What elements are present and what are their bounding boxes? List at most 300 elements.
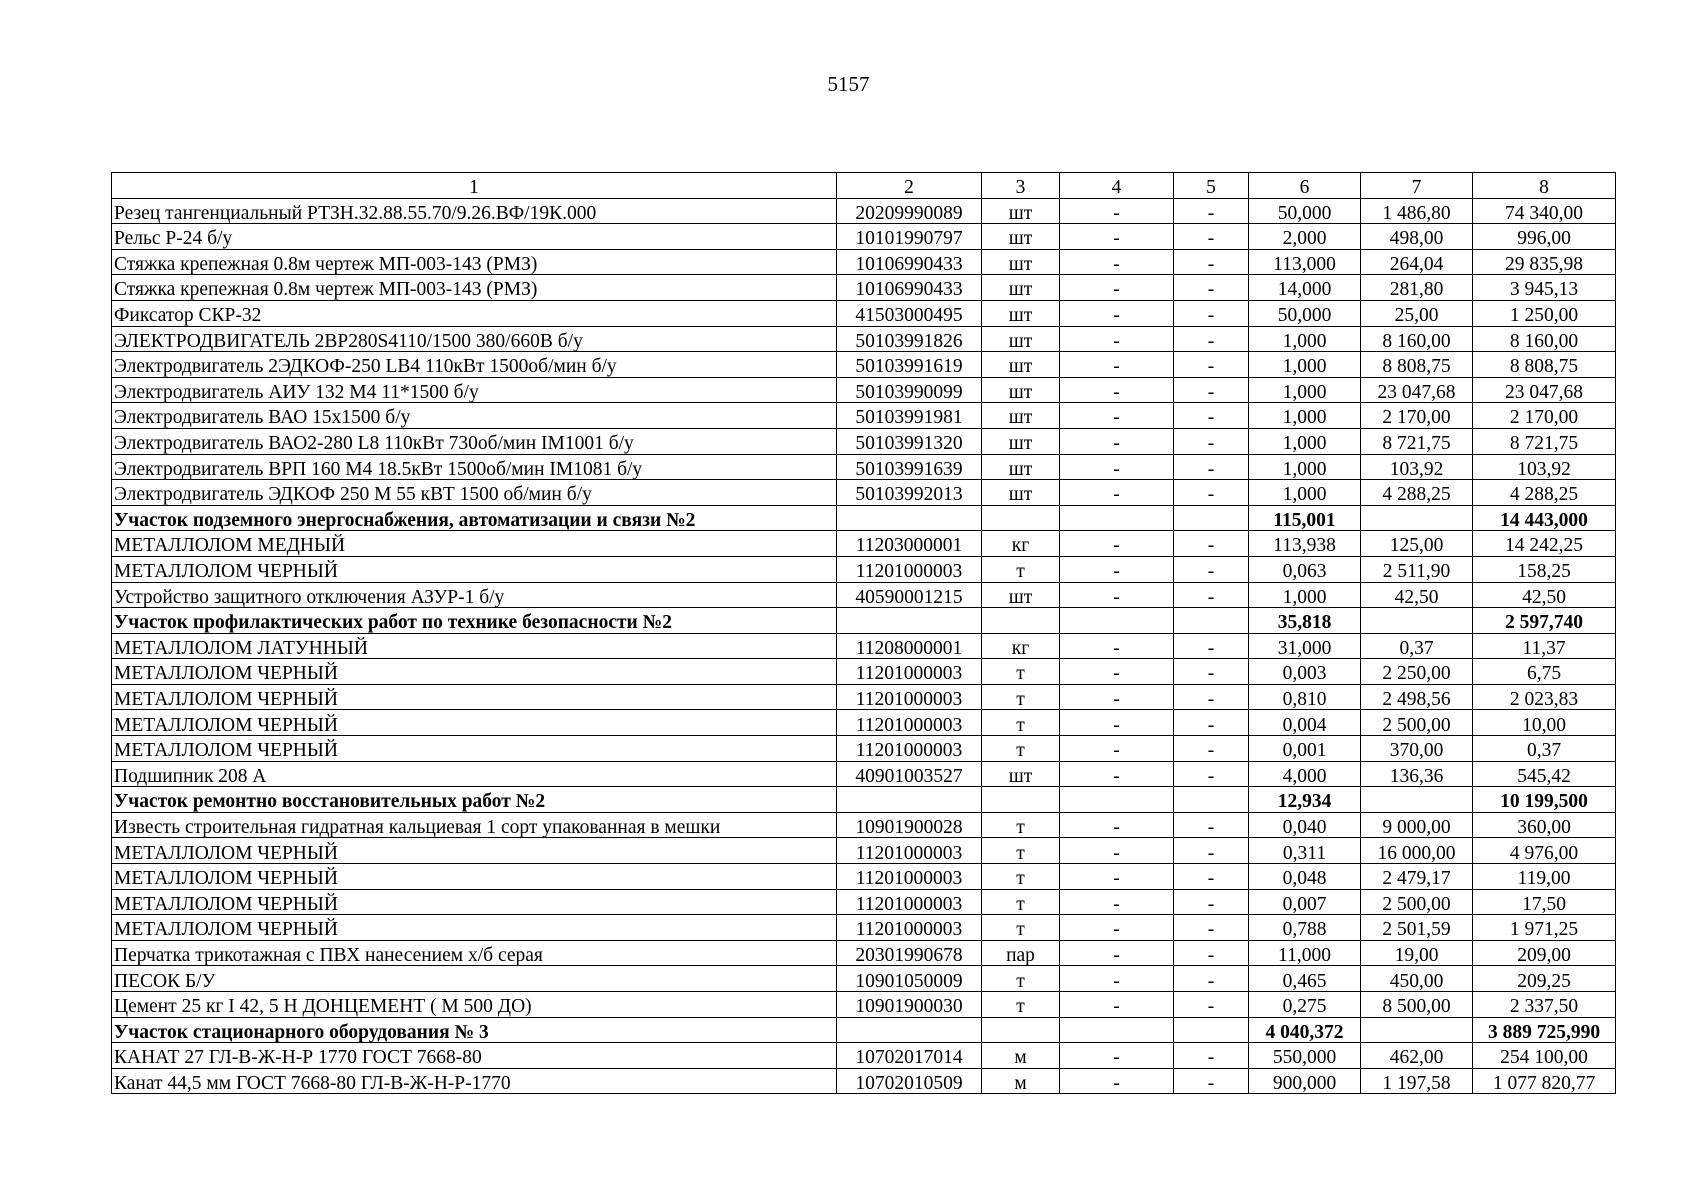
sum-cell: 4 976,00 <box>1473 838 1616 864</box>
price-cell: 1 486,80 <box>1361 198 1473 224</box>
name-cell: Стяжка крепежная 0.8м чертеж МП-003-143 (РМЗ) <box>112 275 837 301</box>
code-cell <box>837 608 982 634</box>
table-row <box>112 352 1616 378</box>
code-cell: 41503000495 <box>837 300 982 326</box>
column-header: 3 <box>982 173 1060 199</box>
name-cell: ЭЛЕКТРОДВИГАТЕЛЬ 2ВР280S4110/1500 380/660В б/у <box>112 326 837 352</box>
sum-cell: 8 808,75 <box>1473 352 1616 378</box>
table-row <box>112 531 1616 557</box>
quantity-cell: 550,000 <box>1249 1043 1361 1069</box>
col4-cell: - <box>1060 1068 1174 1094</box>
quantity-cell: 1,000 <box>1249 454 1361 480</box>
col4-cell: - <box>1060 326 1174 352</box>
name-cell: Электродвигатель АИУ 132 М4 11*1500 б/у <box>112 377 837 403</box>
sum-cell: 14 242,25 <box>1473 531 1616 557</box>
sum-cell: 545,42 <box>1473 761 1616 787</box>
col5-cell: - <box>1174 864 1249 890</box>
code-cell: 40901003527 <box>837 761 982 787</box>
unit-cell: шт <box>982 326 1060 352</box>
code-cell <box>837 787 982 813</box>
name-cell: Устройство защитного отключения АЗУР-1 б/у <box>112 582 837 608</box>
unit-cell: т <box>982 864 1060 890</box>
col5-cell: - <box>1174 812 1249 838</box>
table-row <box>112 940 1616 966</box>
code-cell: 50103991320 <box>837 428 982 454</box>
col5-cell: - <box>1174 531 1249 557</box>
table-row <box>112 761 1616 787</box>
quantity-cell: 1,000 <box>1249 582 1361 608</box>
price-cell: 4 288,25 <box>1361 480 1473 506</box>
col5-cell: - <box>1174 352 1249 378</box>
section-row <box>112 505 1616 531</box>
unit-cell: т <box>982 736 1060 762</box>
col4-cell: - <box>1060 736 1174 762</box>
price-cell: 450,00 <box>1361 966 1473 992</box>
data-table <box>111 172 1616 1094</box>
sum-cell: 1 971,25 <box>1473 915 1616 941</box>
code-cell: 10702017014 <box>837 1043 982 1069</box>
col5-cell: - <box>1174 454 1249 480</box>
price-cell: 125,00 <box>1361 531 1473 557</box>
col4-cell: - <box>1060 556 1174 582</box>
quantity-cell: 50,000 <box>1249 198 1361 224</box>
table-row <box>112 838 1616 864</box>
price-cell: 2 501,59 <box>1361 915 1473 941</box>
unit-cell: м <box>982 1043 1060 1069</box>
price-cell: 2 498,56 <box>1361 684 1473 710</box>
sum-cell: 103,92 <box>1473 454 1616 480</box>
sum-cell: 2 597,740 <box>1473 608 1616 634</box>
section-row <box>112 608 1616 634</box>
col5-cell: - <box>1174 710 1249 736</box>
table-row <box>112 966 1616 992</box>
name-cell: МЕТАЛЛОЛОМ МЕДНЫЙ <box>112 531 837 557</box>
price-cell: 9 000,00 <box>1361 812 1473 838</box>
price-cell: 0,37 <box>1361 633 1473 659</box>
code-cell: 10106990433 <box>837 275 982 301</box>
column-header: 6 <box>1249 173 1361 199</box>
quantity-cell: 1,000 <box>1249 352 1361 378</box>
code-cell: 11203000001 <box>837 531 982 557</box>
unit-cell <box>982 787 1060 813</box>
col4-cell: - <box>1060 838 1174 864</box>
quantity-cell: 0,001 <box>1249 736 1361 762</box>
code-cell: 11201000003 <box>837 889 982 915</box>
col4-cell: - <box>1060 198 1174 224</box>
quantity-cell: 0,275 <box>1249 992 1361 1018</box>
code-cell: 10101990797 <box>837 224 982 250</box>
price-cell: 2 250,00 <box>1361 659 1473 685</box>
name-cell: Подшипник 208 А <box>112 761 837 787</box>
price-cell: 136,36 <box>1361 761 1473 787</box>
unit-cell: т <box>982 966 1060 992</box>
quantity-cell: 1,000 <box>1249 377 1361 403</box>
code-cell: 11201000003 <box>837 736 982 762</box>
quantity-cell: 0,465 <box>1249 966 1361 992</box>
code-cell: 11208000001 <box>837 633 982 659</box>
name-cell: Известь строительная гидратная кальциевая 1 сорт упакованная в мешки <box>112 812 837 838</box>
col4-cell: - <box>1060 940 1174 966</box>
price-cell <box>1361 505 1473 531</box>
quantity-cell: 50,000 <box>1249 300 1361 326</box>
col5-cell: - <box>1174 480 1249 506</box>
unit-cell: т <box>982 915 1060 941</box>
table-row <box>112 249 1616 275</box>
unit-cell: т <box>982 838 1060 864</box>
col5-cell: - <box>1174 249 1249 275</box>
code-cell: 10901900028 <box>837 812 982 838</box>
quantity-cell: 4 040,372 <box>1249 1017 1361 1043</box>
table-row <box>112 864 1616 890</box>
col5-cell <box>1174 1017 1249 1043</box>
col5-cell: - <box>1174 556 1249 582</box>
col4-cell: - <box>1060 966 1174 992</box>
sum-cell: 8 160,00 <box>1473 326 1616 352</box>
unit-cell: шт <box>982 352 1060 378</box>
name-cell: МЕТАЛЛОЛОМ ЧЕРНЫЙ <box>112 736 837 762</box>
name-cell: Электродвигатель ВАО2-280 L8 110кВт 730об/мин IM1001 б/у <box>112 428 837 454</box>
sum-cell: 0,37 <box>1473 736 1616 762</box>
sum-cell: 11,37 <box>1473 633 1616 659</box>
sum-cell: 74 340,00 <box>1473 198 1616 224</box>
sum-cell: 29 835,98 <box>1473 249 1616 275</box>
quantity-cell: 115,001 <box>1249 505 1361 531</box>
table-row <box>112 710 1616 736</box>
unit-cell: т <box>982 684 1060 710</box>
code-cell <box>837 505 982 531</box>
col4-cell: - <box>1060 915 1174 941</box>
col5-cell: - <box>1174 992 1249 1018</box>
code-cell: 50103991619 <box>837 352 982 378</box>
price-cell: 2 170,00 <box>1361 403 1473 429</box>
name-cell: Участок подземного энергоснабжения, автоматизации и связи №2 <box>112 505 837 531</box>
quantity-cell: 1,000 <box>1249 403 1361 429</box>
section-row <box>112 1017 1616 1043</box>
sum-cell: 209,00 <box>1473 940 1616 966</box>
unit-cell: кг <box>982 531 1060 557</box>
code-cell: 11201000003 <box>837 838 982 864</box>
quantity-cell: 31,000 <box>1249 633 1361 659</box>
sum-cell: 2 023,83 <box>1473 684 1616 710</box>
col5-cell: - <box>1174 428 1249 454</box>
quantity-cell: 2,000 <box>1249 224 1361 250</box>
unit-cell <box>982 1017 1060 1043</box>
code-cell: 11201000003 <box>837 915 982 941</box>
col4-cell: - <box>1060 249 1174 275</box>
price-cell: 103,92 <box>1361 454 1473 480</box>
price-cell: 25,00 <box>1361 300 1473 326</box>
quantity-cell: 14,000 <box>1249 275 1361 301</box>
col5-cell: - <box>1174 275 1249 301</box>
col4-cell: - <box>1060 531 1174 557</box>
col5-cell: - <box>1174 684 1249 710</box>
unit-cell: т <box>982 812 1060 838</box>
unit-cell: шт <box>982 224 1060 250</box>
sum-cell: 1 077 820,77 <box>1473 1068 1616 1094</box>
unit-cell: шт <box>982 403 1060 429</box>
unit-cell: шт <box>982 454 1060 480</box>
name-cell: Рельс Р-24 б/у <box>112 224 837 250</box>
col5-cell: - <box>1174 736 1249 762</box>
quantity-cell: 0,063 <box>1249 556 1361 582</box>
sum-cell: 254 100,00 <box>1473 1043 1616 1069</box>
sum-cell: 8 721,75 <box>1473 428 1616 454</box>
code-cell: 11201000003 <box>837 659 982 685</box>
name-cell: Стяжка крепежная 0.8м чертеж МП-003-143 (РМЗ) <box>112 249 837 275</box>
table-row <box>112 1068 1616 1094</box>
price-cell: 16 000,00 <box>1361 838 1473 864</box>
col4-cell <box>1060 608 1174 634</box>
code-cell: 11201000003 <box>837 684 982 710</box>
sum-cell: 158,25 <box>1473 556 1616 582</box>
sum-cell: 2 170,00 <box>1473 403 1616 429</box>
name-cell: Участок стационарного оборудования № 3 <box>112 1017 837 1043</box>
unit-cell: шт <box>982 275 1060 301</box>
col4-cell: - <box>1060 454 1174 480</box>
col5-cell: - <box>1174 582 1249 608</box>
code-cell: 10106990433 <box>837 249 982 275</box>
quantity-cell: 12,934 <box>1249 787 1361 813</box>
col4-cell <box>1060 1017 1174 1043</box>
table-row <box>112 659 1616 685</box>
name-cell: Участок профилактических работ по технике безопасности №2 <box>112 608 837 634</box>
table-row <box>112 377 1616 403</box>
price-cell: 8 500,00 <box>1361 992 1473 1018</box>
table-row <box>112 403 1616 429</box>
col4-cell: - <box>1060 710 1174 736</box>
col5-cell <box>1174 787 1249 813</box>
col5-cell: - <box>1174 198 1249 224</box>
quantity-cell: 0,788 <box>1249 915 1361 941</box>
quantity-cell: 1,000 <box>1249 480 1361 506</box>
unit-cell: кг <box>982 633 1060 659</box>
table-row <box>112 480 1616 506</box>
code-cell: 20209990089 <box>837 198 982 224</box>
name-cell: МЕТАЛЛОЛОМ ЧЕРНЫЙ <box>112 889 837 915</box>
name-cell: МЕТАЛЛОЛОМ ЧЕРНЫЙ <box>112 915 837 941</box>
col5-cell: - <box>1174 1068 1249 1094</box>
code-cell: 50103991826 <box>837 326 982 352</box>
col5-cell: - <box>1174 940 1249 966</box>
price-cell: 42,50 <box>1361 582 1473 608</box>
col4-cell: - <box>1060 684 1174 710</box>
code-cell: 10702010509 <box>837 1068 982 1094</box>
sum-cell: 209,25 <box>1473 966 1616 992</box>
sum-cell: 10,00 <box>1473 710 1616 736</box>
unit-cell: шт <box>982 198 1060 224</box>
price-cell: 23 047,68 <box>1361 377 1473 403</box>
name-cell: Канат 44,5 мм ГОСТ 7668-80 ГЛ-В-Ж-Н-Р-1770 <box>112 1068 837 1094</box>
col5-cell: - <box>1174 326 1249 352</box>
table-row <box>112 992 1616 1018</box>
price-cell <box>1361 787 1473 813</box>
name-cell: МЕТАЛЛОЛОМ ЧЕРНЫЙ <box>112 710 837 736</box>
unit-cell: шт <box>982 300 1060 326</box>
unit-cell: пар <box>982 940 1060 966</box>
col5-cell: - <box>1174 915 1249 941</box>
unit-cell: т <box>982 659 1060 685</box>
quantity-cell: 0,048 <box>1249 864 1361 890</box>
name-cell: МЕТАЛЛОЛОМ ЧЕРНЫЙ <box>112 659 837 685</box>
col4-cell: - <box>1060 224 1174 250</box>
name-cell: МЕТАЛЛОЛОМ ЧЕРНЫЙ <box>112 556 837 582</box>
col5-cell <box>1174 608 1249 634</box>
unit-cell: т <box>982 710 1060 736</box>
col5-cell: - <box>1174 224 1249 250</box>
col4-cell: - <box>1060 761 1174 787</box>
table-row <box>112 684 1616 710</box>
code-cell: 50103991639 <box>837 454 982 480</box>
table-row <box>112 326 1616 352</box>
col5-cell: - <box>1174 300 1249 326</box>
section-row <box>112 787 1616 813</box>
table-row <box>112 454 1616 480</box>
col4-cell: - <box>1060 633 1174 659</box>
sum-cell: 1 250,00 <box>1473 300 1616 326</box>
unit-cell: шт <box>982 377 1060 403</box>
price-cell: 498,00 <box>1361 224 1473 250</box>
name-cell: МЕТАЛЛОЛОМ ЛАТУННЫЙ <box>112 633 837 659</box>
col5-cell: - <box>1174 761 1249 787</box>
price-cell: 8 721,75 <box>1361 428 1473 454</box>
price-cell: 2 511,90 <box>1361 556 1473 582</box>
code-cell: 11201000003 <box>837 556 982 582</box>
quantity-cell: 0,004 <box>1249 710 1361 736</box>
quantity-cell: 0,007 <box>1249 889 1361 915</box>
price-cell: 8 808,75 <box>1361 352 1473 378</box>
quantity-cell: 0,311 <box>1249 838 1361 864</box>
col4-cell <box>1060 505 1174 531</box>
page-number: 5157 <box>827 72 870 96</box>
col4-cell: - <box>1060 992 1174 1018</box>
sum-cell: 3 889 725,990 <box>1473 1017 1616 1043</box>
sum-cell: 3 945,13 <box>1473 275 1616 301</box>
col4-cell: - <box>1060 377 1174 403</box>
sum-cell: 360,00 <box>1473 812 1616 838</box>
name-cell: Фиксатор СКР-32 <box>112 300 837 326</box>
quantity-cell: 113,000 <box>1249 249 1361 275</box>
name-cell: ПЕСОК Б/У <box>112 966 837 992</box>
column-header: 8 <box>1473 173 1616 199</box>
table-row <box>112 582 1616 608</box>
quantity-cell: 35,818 <box>1249 608 1361 634</box>
price-cell: 281,80 <box>1361 275 1473 301</box>
quantity-cell: 11,000 <box>1249 940 1361 966</box>
column-header: 2 <box>837 173 982 199</box>
table-row <box>112 915 1616 941</box>
col4-cell: - <box>1060 1043 1174 1069</box>
sum-cell: 23 047,68 <box>1473 377 1616 403</box>
price-cell <box>1361 608 1473 634</box>
col5-cell: - <box>1174 1043 1249 1069</box>
code-cell: 40590001215 <box>837 582 982 608</box>
col4-cell: - <box>1060 480 1174 506</box>
column-header: 1 <box>112 173 837 199</box>
col4-cell: - <box>1060 300 1174 326</box>
code-cell: 50103990099 <box>837 377 982 403</box>
col4-cell: - <box>1060 428 1174 454</box>
col4-cell: - <box>1060 659 1174 685</box>
table-row <box>112 428 1616 454</box>
unit-cell <box>982 608 1060 634</box>
col5-cell: - <box>1174 633 1249 659</box>
col5-cell: - <box>1174 838 1249 864</box>
table-header-row <box>112 173 1616 199</box>
unit-cell: шт <box>982 761 1060 787</box>
column-header: 4 <box>1060 173 1174 199</box>
code-cell: 10901900030 <box>837 992 982 1018</box>
name-cell: Цемент 25 кг I 42, 5 Н ДОНЦЕМЕНТ ( М 500 ДО) <box>112 992 837 1018</box>
name-cell: Электродвигатель ВАО 15х1500 б/у <box>112 403 837 429</box>
table-row <box>112 633 1616 659</box>
unit-cell: шт <box>982 249 1060 275</box>
sum-cell: 10 199,500 <box>1473 787 1616 813</box>
price-cell: 2 500,00 <box>1361 710 1473 736</box>
table-row <box>112 889 1616 915</box>
col4-cell: - <box>1060 864 1174 890</box>
code-cell: 50103992013 <box>837 480 982 506</box>
col4-cell: - <box>1060 582 1174 608</box>
name-cell: Электродвигатель ЭДКОФ 250 М 55 кВТ 1500 об/мин б/у <box>112 480 837 506</box>
unit-cell <box>982 505 1060 531</box>
name-cell: Перчатка трикотажная с ПВХ нанесением х/б серая <box>112 940 837 966</box>
sum-cell: 4 288,25 <box>1473 480 1616 506</box>
table-row <box>112 736 1616 762</box>
sum-cell: 996,00 <box>1473 224 1616 250</box>
name-cell: Резец тангенциальный РТЗН.32.88.55.70/9.26.ВФ/19К.000 <box>112 198 837 224</box>
sum-cell: 6,75 <box>1473 659 1616 685</box>
unit-cell: м <box>982 1068 1060 1094</box>
column-header: 7 <box>1361 173 1473 199</box>
quantity-cell: 0,040 <box>1249 812 1361 838</box>
code-cell: 10901050009 <box>837 966 982 992</box>
unit-cell: т <box>982 889 1060 915</box>
table-row <box>112 275 1616 301</box>
code-cell: 11201000003 <box>837 710 982 736</box>
col5-cell <box>1174 505 1249 531</box>
col4-cell: - <box>1060 275 1174 301</box>
price-cell: 264,04 <box>1361 249 1473 275</box>
table-row <box>112 198 1616 224</box>
sum-cell: 17,50 <box>1473 889 1616 915</box>
code-cell: 11201000003 <box>837 864 982 890</box>
col4-cell: - <box>1060 403 1174 429</box>
unit-cell: шт <box>982 582 1060 608</box>
col4-cell: - <box>1060 812 1174 838</box>
price-cell: 2 479,17 <box>1361 864 1473 890</box>
table-body <box>112 198 1616 1094</box>
code-cell <box>837 1017 982 1043</box>
quantity-cell: 900,000 <box>1249 1068 1361 1094</box>
col5-cell: - <box>1174 659 1249 685</box>
code-cell: 20301990678 <box>837 940 982 966</box>
price-cell: 8 160,00 <box>1361 326 1473 352</box>
sum-cell: 119,00 <box>1473 864 1616 890</box>
col4-cell: - <box>1060 352 1174 378</box>
col4-cell <box>1060 787 1174 813</box>
unit-cell: т <box>982 556 1060 582</box>
quantity-cell: 0,003 <box>1249 659 1361 685</box>
table-row <box>112 1043 1616 1069</box>
unit-cell: шт <box>982 428 1060 454</box>
col5-cell: - <box>1174 403 1249 429</box>
price-cell: 462,00 <box>1361 1043 1473 1069</box>
unit-cell: т <box>982 992 1060 1018</box>
col5-cell: - <box>1174 377 1249 403</box>
quantity-cell: 0,810 <box>1249 684 1361 710</box>
name-cell: МЕТАЛЛОЛОМ ЧЕРНЫЙ <box>112 838 837 864</box>
col5-cell: - <box>1174 966 1249 992</box>
